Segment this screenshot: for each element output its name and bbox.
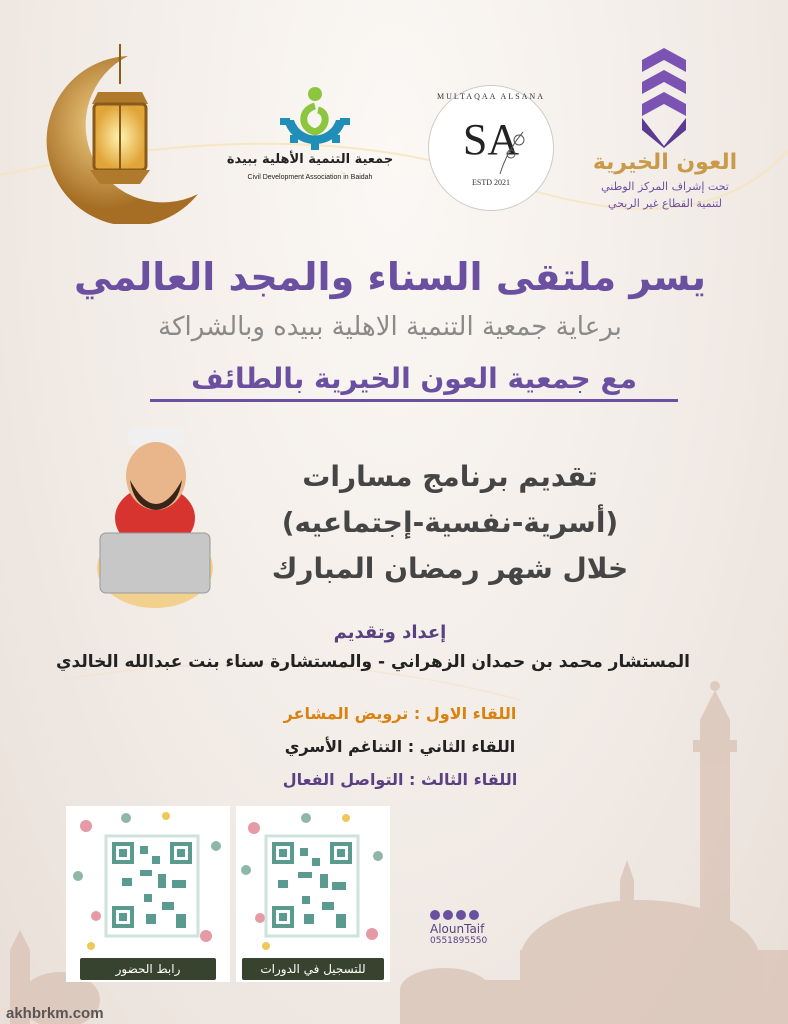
preparation-label: إعداد وتقديم xyxy=(333,622,447,643)
civil-logo-english: Civil Development Association in Baidah xyxy=(247,174,373,181)
aloun-logo-name: العون الخيرية xyxy=(592,150,738,175)
multaqa-ring-text: MULTAQAA ALSANA xyxy=(437,92,545,101)
qr-card-registration xyxy=(236,806,390,982)
social-icons xyxy=(430,910,510,920)
social-phone: 0551895550 xyxy=(430,936,488,946)
instagram-icon[interactable] xyxy=(430,910,440,920)
program-line1: تقديم برنامج مسارات xyxy=(302,460,598,493)
qr-caption-attendance: رابط الحضور xyxy=(80,958,216,980)
program-line2: (أسرية-نفسية-إجتماعيه) xyxy=(281,506,619,539)
civil-logo-arabic: جمعية التنمية الأهلية ببيدة xyxy=(226,152,394,167)
aloun-logo-line1: تحت إشراف المركز الوطني xyxy=(601,180,729,193)
partner-line: مع جمعية العون الخيرية بالطائف xyxy=(150,362,678,402)
qr-card-attendance xyxy=(66,806,230,982)
multaqa-monogram: SA xyxy=(462,115,520,164)
multaqa-logo xyxy=(428,85,554,211)
multaqa-estd: ESTD 2021 xyxy=(472,178,510,187)
youtube-icon[interactable] xyxy=(456,910,466,920)
qr-caption-registration: للتسجيل في الدورات xyxy=(242,958,384,980)
qr-code-icon[interactable] xyxy=(66,806,230,956)
qr-code-icon[interactable] xyxy=(236,806,390,956)
headline: يسر ملتقى السناء والمجد العالمي xyxy=(74,255,706,299)
aloun-logo-icon xyxy=(640,48,688,148)
aloun-logo-line2: لتنمية القطاع غير الربحي xyxy=(608,197,722,210)
crescent-lantern-icon xyxy=(28,44,228,224)
presenters: المستشار محمد بن حمدان الزهراني - والمستشارة سناء بنت عبدالله الخالدي xyxy=(55,652,690,672)
meeting-1: اللقاء الاول : ترويض المشاعر xyxy=(283,704,517,723)
character-illustration-icon xyxy=(60,418,240,618)
social-block xyxy=(430,910,510,946)
social-handle: AlounTaif xyxy=(430,922,485,936)
sponsor-line: برعاية جمعية التنمية الاهلية ببيده وبالشراكة xyxy=(158,312,622,342)
program-line3: خلال شهر رمضان المبارك xyxy=(271,552,629,585)
meeting-3: اللقاء الثالث : التواصل الفعال xyxy=(282,770,518,789)
twitter-icon[interactable] xyxy=(469,910,479,920)
meeting-2: اللقاء الثاني : التناغم الأسري xyxy=(284,737,516,756)
flower-icon xyxy=(495,126,529,176)
civil-development-logo-icon xyxy=(270,80,360,150)
watermark: akhbrkm.com xyxy=(6,1005,104,1022)
snapchat-icon[interactable] xyxy=(443,910,453,920)
